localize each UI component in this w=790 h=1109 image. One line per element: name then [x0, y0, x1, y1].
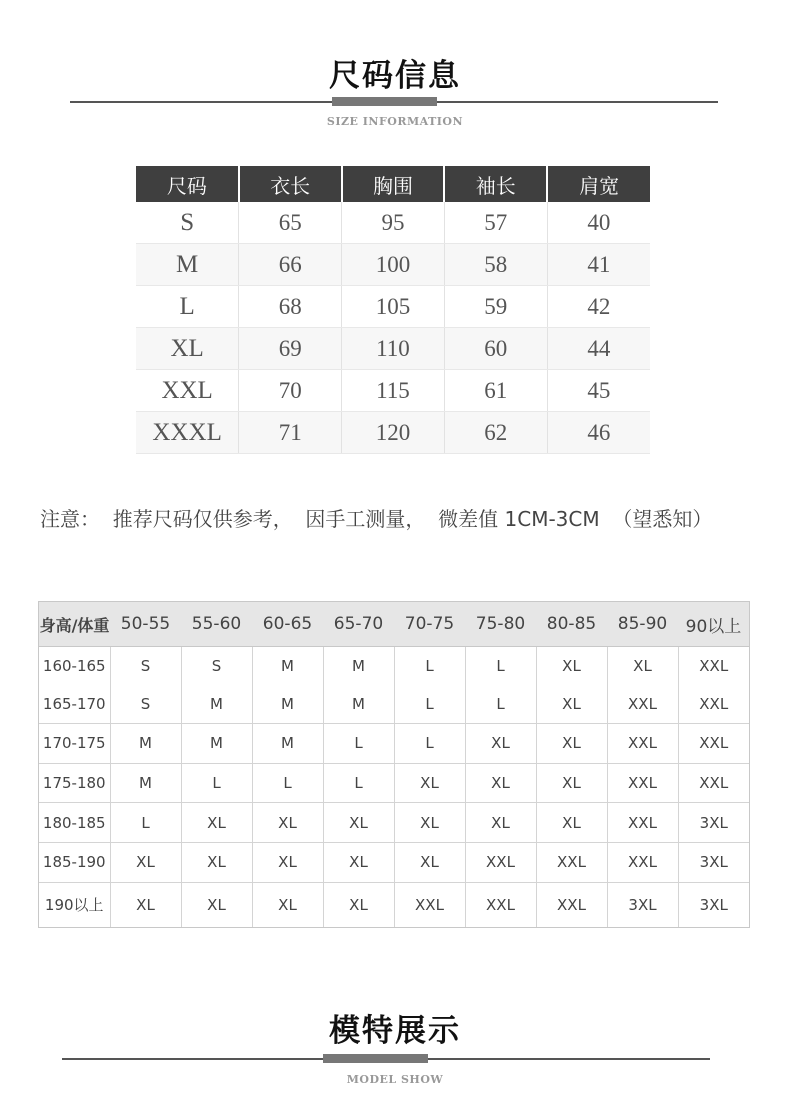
rec-table-cell: M	[252, 647, 323, 686]
size-info-title: 尺码信息	[329, 58, 461, 94]
size-table-cell: 95	[342, 202, 445, 244]
rec-table-cell: M	[110, 724, 181, 764]
rec-table-cell: S	[110, 647, 181, 686]
rec-table-cell: XXL	[607, 803, 678, 843]
rec-table-cell: 165-170	[42, 695, 106, 714]
size-table-cell: 46	[547, 412, 650, 454]
rec-table-cell: XXL	[607, 685, 678, 724]
rec-table-header-cell: 65-70	[323, 602, 394, 647]
size-table-row	[136, 370, 650, 412]
rec-table-cell: XL	[465, 803, 536, 843]
rec-table-row	[39, 647, 749, 686]
size-table-cell: XL	[136, 328, 239, 370]
rec-table-cell: L	[323, 763, 394, 803]
rec-table-cell: XXL	[678, 724, 749, 764]
size-table-cell: 66	[239, 244, 342, 286]
size-table-cell: 69	[239, 328, 342, 370]
rec-table-cell: XL	[252, 882, 323, 927]
rec-table-cell: XL	[465, 724, 536, 764]
rec-table-header-cell: 85-90	[607, 602, 678, 647]
rec-table-header-cell: 55-60	[181, 602, 252, 647]
rec-table-header-cell: 身高/体重	[39, 602, 110, 647]
rec-table-cell: XL	[181, 882, 252, 927]
size-table-header-cell: 胸围	[342, 166, 445, 202]
rec-table-cell: XL	[394, 803, 465, 843]
size-table-cell: S	[136, 202, 239, 244]
size-table-cell: 41	[547, 244, 650, 286]
size-table-cell: XXL	[136, 370, 239, 412]
size-table-cell: 70	[239, 370, 342, 412]
size-table-cell: 120	[342, 412, 445, 454]
size-table-body	[136, 202, 650, 454]
rec-table-cell: L	[323, 724, 394, 764]
rec-table-cell: S	[181, 647, 252, 686]
size-table-cell: 61	[444, 370, 547, 412]
rec-table-cell: L	[465, 685, 536, 724]
model-show-header	[0, 1005, 790, 1050]
size-table-row	[136, 286, 650, 328]
rec-table-cell: L	[394, 724, 465, 764]
size-table-row	[136, 244, 650, 286]
size-info-header	[0, 50, 790, 95]
size-table-cell: M	[136, 244, 239, 286]
rec-table-cell: XL	[536, 763, 607, 803]
size-table-row	[136, 202, 650, 244]
rec-table-header-cell: 50-55	[110, 602, 181, 647]
rec-table-cell: L	[465, 647, 536, 686]
size-table-header-cell: 尺码	[136, 166, 239, 202]
model-show-divider-accent	[323, 1054, 428, 1063]
rec-table-cell: L	[394, 647, 465, 686]
rec-table-cell: L	[394, 685, 465, 724]
rec-table-cell: XL	[110, 882, 181, 927]
rec-table-cell: L	[110, 803, 181, 843]
size-table-cell: 68	[239, 286, 342, 328]
rec-table-cell: XL	[536, 647, 607, 686]
size-table-row	[136, 412, 650, 454]
model-show-title: 模特展示	[329, 1013, 461, 1049]
rec-table-cell: XL	[181, 803, 252, 843]
size-table	[136, 166, 650, 454]
model-show-subtitle: MODEL SHOW	[346, 1073, 444, 1086]
rec-table-cell: XL	[181, 842, 252, 882]
rec-table-cell: XXL	[536, 882, 607, 927]
size-table-header-cell: 衣长	[239, 166, 342, 202]
rec-table-cell: XL	[323, 882, 394, 927]
size-table-cell: L	[136, 286, 239, 328]
rec-table-row	[39, 763, 749, 803]
rec-table-cell: M	[252, 724, 323, 764]
rec-table-cell: M	[110, 763, 181, 803]
rec-table-row	[39, 803, 749, 843]
rec-table-cell: 3XL	[678, 882, 749, 927]
rec-table-cell: M	[181, 724, 252, 764]
size-table-header-row	[136, 166, 650, 202]
rec-table-row	[39, 842, 749, 882]
rec-table-body	[39, 647, 749, 928]
size-table-cell: 59	[444, 286, 547, 328]
rec-table-cell: 3XL	[607, 882, 678, 927]
size-table-cell: 58	[444, 244, 547, 286]
rec-table-cell: 180-185	[39, 803, 110, 843]
rec-table-header-cell: 80-85	[536, 602, 607, 647]
rec-table-row	[39, 685, 749, 724]
rec-table-cell: XL	[607, 647, 678, 686]
rec-table-cell: 160-165	[39, 647, 110, 686]
rec-table-cell: S	[110, 685, 181, 724]
rec-table-cell: XL	[252, 842, 323, 882]
rec-table-cell: XL	[536, 724, 607, 764]
rec-table-cell: L	[252, 763, 323, 803]
rec-table-cell: M	[252, 685, 323, 724]
rec-table-cell: XL	[323, 842, 394, 882]
size-table-row	[136, 328, 650, 370]
size-table-cell: 42	[547, 286, 650, 328]
rec-table-cell: M	[323, 685, 394, 724]
rec-table-cell: XL	[323, 803, 394, 843]
rec-table-cell: XL	[252, 803, 323, 843]
rec-table-cell: XL	[536, 685, 607, 724]
rec-table-cell: 175-180	[39, 763, 110, 803]
rec-table-cell: XXL	[465, 842, 536, 882]
rec-table-cell: XXL	[678, 763, 749, 803]
size-table-cell: 44	[547, 328, 650, 370]
rec-table-cell: 3XL	[678, 803, 749, 843]
rec-table-cell: XXL	[465, 882, 536, 927]
size-table-cell: 60	[444, 328, 547, 370]
size-recommendation-panel	[38, 601, 750, 928]
size-table-cell: 62	[444, 412, 547, 454]
rec-table-cell: XXL	[607, 724, 678, 764]
rec-table-cell: XL	[394, 842, 465, 882]
rec-table-cell: XL	[394, 763, 465, 803]
rec-table-cell: XL	[110, 842, 181, 882]
rec-table-header-cell: 90以上	[678, 602, 749, 647]
rec-table-header-cell: 70-75	[394, 602, 465, 647]
rec-table-cell: 3XL	[678, 842, 749, 882]
size-table-cell: XXXL	[136, 412, 239, 454]
rec-table-cell: 185-190	[39, 842, 110, 882]
size-table-header-cell: 袖长	[444, 166, 547, 202]
rec-table-cell: XXL	[536, 842, 607, 882]
rec-table-cell: L	[181, 763, 252, 803]
rec-table-row	[39, 882, 749, 927]
size-table-cell: 71	[239, 412, 342, 454]
measurement-note: 注意： 推荐尺码仅供参考， 因手工测量， 微差值 1CM-3CM （望悉知）	[40, 507, 713, 531]
rec-table-cell: 170-175	[39, 724, 110, 764]
size-info-divider-accent	[332, 97, 437, 106]
rec-table-cell: 190以上	[39, 882, 110, 927]
size-info-subtitle: SIZE INFORMATION	[326, 115, 464, 128]
size-table-header-cell: 肩宽	[547, 166, 650, 202]
size-table-cell: 105	[342, 286, 445, 328]
rec-table-cell: XL	[465, 763, 536, 803]
size-recommendation-table	[39, 602, 749, 927]
rec-table-cell: XXL	[394, 882, 465, 927]
rec-table-header-cell: 75-80	[465, 602, 536, 647]
size-table-cell: 57	[444, 202, 547, 244]
rec-table-cell: M	[323, 647, 394, 686]
size-table-cell: 45	[547, 370, 650, 412]
rec-table-cell: M	[181, 685, 252, 724]
rec-table-header-row	[39, 602, 749, 647]
size-table-cell: 65	[239, 202, 342, 244]
size-table-cell: 110	[342, 328, 445, 370]
rec-table-header-cell: 60-65	[252, 602, 323, 647]
size-table-cell: 100	[342, 244, 445, 286]
rec-table-cell: XXL	[607, 842, 678, 882]
rec-table-cell: XXL	[607, 763, 678, 803]
rec-table-row	[39, 724, 749, 764]
rec-table-cell: XL	[536, 803, 607, 843]
rec-table-cell: XXL	[678, 685, 749, 724]
size-table-cell: 40	[547, 202, 650, 244]
rec-table-cell: XXL	[678, 647, 749, 686]
size-table-cell: 115	[342, 370, 445, 412]
